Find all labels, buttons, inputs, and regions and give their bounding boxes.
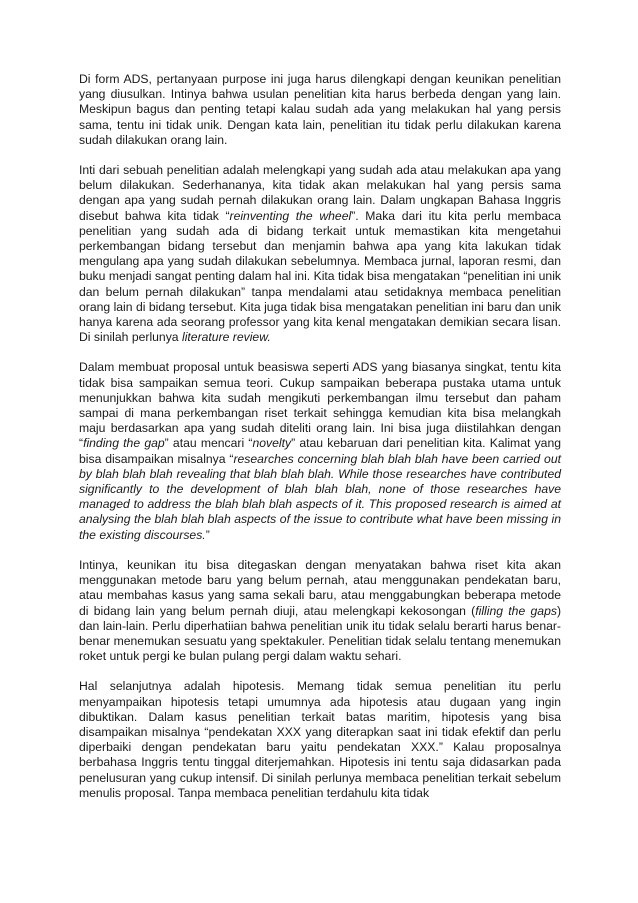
text-run: Intinya, keunikan itu bisa ditegaskan dengan menyatakan bahwa riset kita akan menggunakan metode baru yang belum pernah, atau menggunakan pendekatan baru, atau membahas kasus yang sama sekali baru, atau menggabungkan beberapa metode di bidang lain yang belum pernah diuji, atau melengkapi kekosongan ( bbox=[79, 557, 561, 618]
text-run: Hal selanjutnya adalah hipotesis. Memang tidak semua penelitian itu perlu menyampaikan hipotesis tetapi umumnya ada hipotesis atau dugaan yang ingin dibuktikan. Dalam kasus penelitian terkait batas maritim, hipotesis yang bisa disampaikan misalnya “pendekatan XXX yang diterapkan saat ini tidak efektif dan perlu diperbaiki dengan pendekatan baru yaitu pendekatan XXX.” Kalau proposalnya berbahasa Inggris tentu tinggal diterjemahkan. Hipotesis ini tentu saja didasarkan pada penelusuran yang cukup intensif. Di sinilah perlunya membaca penelitian terkait sebelum menulis proposal. Tanpa membaca penelitian terdahulu kita tidak bbox=[79, 679, 561, 800]
paragraph-5 bbox=[79, 679, 561, 801]
paragraph-3 bbox=[79, 360, 561, 542]
text-run: ” atau kebaruan dari penelitian kita. Kalimat yang bisa disampaikan misalnya “ bbox=[79, 436, 561, 466]
text-run: ” atau mencari “ bbox=[164, 436, 253, 451]
text-run: ) dan lain-lain. Perlu diperhatiian bahwa penelitian unik itu tidak selalu berarti harus benar-benar menemukan sesuatu yang spektakuler. Penelitian tidak selalu tentang menemukan roket untuk pergi ke bulan pulang pergi dalam waktu sehari. bbox=[79, 603, 561, 664]
text-run: Inti dari sebuah penelitian adalah melengkapi yang sudah ada atau melakukan apa yang belum dilakukan. Sederhananya, kita tidak akan melakukan hal yang persis sama dengan apa yang sudah pernah dilakukan orang lain. Dalam ungkapan Bahasa Inggris disebut bahwa kita tidak “ bbox=[79, 163, 561, 223]
paragraph-1 bbox=[79, 72, 561, 148]
body-text bbox=[79, 72, 561, 801]
italic-run: filling the gaps bbox=[475, 603, 557, 618]
paragraph-2 bbox=[79, 163, 561, 345]
italic-run: novelty bbox=[252, 436, 292, 451]
text-run: Dalam membuat proposal untuk beasiswa seperti ADS yang biasanya singkat, tentu kita tidak bisa sampaikan semua teori. Cukup sampaikan beberapa pustaka utama untuk menunjukkan bahwa kita sudah mengikuti perkembangan ilmu tersebut dan paham sampai di mana perkembangan riset terkait sehingga kemudian kita bisa melangkah maju berdasarkan apa yang sudah diteliti orang lain. Ini bisa juga diistilahkan dengan “ bbox=[79, 360, 561, 451]
italic-run: reinventing the wheel bbox=[229, 208, 352, 223]
text-run: ”. Maka dari itu kita perlu membaca penelitian yang sudah ada di bidang terkait untuk memastikan kita mengetahui perkembangan bidang tersebut dan menjamin bahwa apa yang kita lakukan tidak mengulang apa yang sudah dilakukan sebelumnya. Membaca jurnal, laporan resmi, dan buku menjadi sangat penting dalam hal ini. Kita tidak bisa mengatakan “penelitian ini unik dan belum pernah dilakukan” tanpa mendalami atau setidaknya membaca penelitian orang lain di bidang tersebut. Kita juga tidak bisa mengatakan penelitian ini baru dan unik hanya karena ada seorang professor yang kita kenal mengatakan demikian secara lisan. Di sinilah perlunya bbox=[79, 208, 561, 345]
text-run: Di form ADS, pertanyaan purpose ini juga harus dilengkapi dengan keunikan penelitian yang diusulkan. Intinya bahwa usulan penelitian kita harus berbeda dengan yang lain. Meskipun bagus dan penting tetapi kalau sudah ada yang melakukan hal yang persis sama, tentu ini tidak unik. Dengan kata lain, penelitian itu tidak perlu dilakukan karena sudah dilakukan orang lain. bbox=[79, 72, 561, 147]
italic-run: finding the gap bbox=[83, 436, 165, 451]
text-run: ” bbox=[205, 527, 210, 542]
paragraph-4 bbox=[79, 558, 561, 664]
italic-run: researches concerning blah blah blah have been carried out by blah blah blah revealing that blah blah blah. While those researches have contributed significantly to the development of blah blah blah, none of those researches have managed to address the blah blah blah aspects of it. This proposed research is aimed at analysing the blah blah blah aspects of the issue to contribute what have been missing in the existing discourses. bbox=[79, 451, 561, 542]
italic-run: literature review. bbox=[181, 330, 271, 345]
